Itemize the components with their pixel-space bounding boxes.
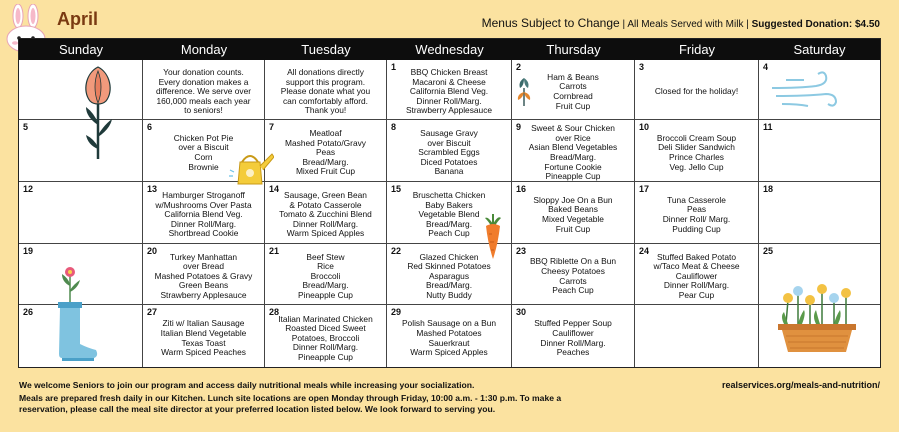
menu-item: over Bread xyxy=(183,261,224,272)
menu-list xyxy=(143,312,264,365)
menu-item: Warm Spiced Apples xyxy=(410,347,488,358)
menu-item: Sausage, Green Bean xyxy=(284,190,367,201)
menu-item: Warm Spiced Apples xyxy=(286,228,365,239)
menu-item: Pear Cup xyxy=(678,289,715,300)
menu-item: Tomato & Zucchini Blend xyxy=(279,209,372,220)
day-cell xyxy=(759,120,880,182)
menu-item: Thank you! xyxy=(304,105,347,116)
menu-item: Peas xyxy=(686,204,707,215)
menu-item: Baby Bakers xyxy=(425,199,473,210)
menu-item: Bruschetta Chicken xyxy=(412,190,486,201)
day-number: 21 xyxy=(269,246,280,256)
day-number: 8 xyxy=(391,122,397,132)
weekday-label: Monday xyxy=(180,42,228,57)
menu-item: Dinner Roll/Marg. xyxy=(416,95,482,106)
menu-item: Broccoli xyxy=(310,270,341,281)
wind-icon xyxy=(770,70,840,114)
day-cell xyxy=(265,305,387,367)
menu-item: to seniors! xyxy=(184,105,223,116)
footer-welcome: We welcome Seniors to join our program and access daily nutritional meals while increasing your socialization. xyxy=(19,380,475,390)
separator: | xyxy=(746,19,749,30)
day-cell xyxy=(265,60,387,120)
menu-item: Carrots xyxy=(559,81,587,92)
day-cell xyxy=(387,120,512,182)
menu-item: Bread/Marg. xyxy=(425,280,473,291)
menu-item: California Blend Veg. xyxy=(409,86,489,97)
menu-item: & Potato Casserole xyxy=(289,199,362,210)
menu-list xyxy=(635,67,758,117)
menu-list xyxy=(387,67,511,117)
day-number: 1 xyxy=(391,62,397,72)
day-cell xyxy=(635,305,759,367)
menu-item: Dinner Roll/Marg. xyxy=(170,218,237,229)
calendar-grid xyxy=(19,60,880,367)
menu-item: difference. We serve over xyxy=(155,86,252,97)
menu-item: Pudding Cup xyxy=(672,223,721,234)
menu-item: Strawberry Applesauce xyxy=(160,289,247,300)
menu-item: Corn xyxy=(194,152,213,162)
day-cell xyxy=(512,120,635,182)
day-cell xyxy=(143,244,265,305)
rain-boot-flowers-icon xyxy=(52,264,100,364)
menu-item: Sauerkraut xyxy=(428,337,470,348)
menu-item: w/Taco Meat & Cheese xyxy=(653,261,740,272)
day-number: 16 xyxy=(516,184,527,194)
weekday-label: Sunday xyxy=(58,42,104,57)
day-number: 27 xyxy=(147,307,158,317)
menu-item: Turkey Manhattan xyxy=(169,251,238,262)
day-cell xyxy=(143,60,265,120)
menu-item: Asian Blend Vegetables xyxy=(528,142,618,153)
menu-item: Bread/Marg. xyxy=(302,156,349,167)
menu-item: Glazed Chicken xyxy=(419,251,479,262)
day-cell xyxy=(143,305,265,367)
menu-item: Shortbread Cookie xyxy=(168,228,239,239)
menu-item: Potatoes, Broccoli xyxy=(291,332,360,343)
weekday-header xyxy=(19,39,880,60)
menu-list xyxy=(265,67,386,117)
menu-item: Carrots xyxy=(559,275,587,286)
menu-item: Cauliflower xyxy=(675,270,718,281)
menu-item: Broccoli Cream Soup xyxy=(656,132,737,143)
weekday-label: Friday xyxy=(678,42,716,57)
day-number: 25 xyxy=(763,246,774,256)
menu-item: support this program. xyxy=(285,76,366,87)
menu-item: Ham & Beans xyxy=(547,71,599,82)
menu-item: BBQ Riblette On a Bun xyxy=(529,256,617,267)
menu-list xyxy=(143,189,264,241)
menu-item: Meatloaf xyxy=(309,128,342,139)
menu-item: Mashed Potato/Gravy xyxy=(285,137,366,148)
day-cell xyxy=(512,182,635,244)
menus-note: Menus Subject to Change xyxy=(481,16,620,30)
day-number: 14 xyxy=(269,184,280,194)
carrot-icon xyxy=(482,214,504,260)
menu-item: Italian Blend Vegetable xyxy=(160,327,247,338)
day-cell xyxy=(759,182,880,244)
menu-item: Red Skinned Potatoes xyxy=(407,261,491,272)
day-number: 4 xyxy=(763,62,769,72)
menu-item: Macaroni & Cheese xyxy=(412,76,486,87)
menu-item: Peas xyxy=(315,147,336,158)
day-number: 9 xyxy=(516,122,522,132)
menu-item: Brownie xyxy=(188,161,219,172)
menu-item: Pineapple Cup xyxy=(298,351,353,362)
day-number: 11 xyxy=(763,122,773,132)
flower-pot-icon xyxy=(776,282,858,354)
milk-note: All Meals Served with Milk xyxy=(627,19,744,30)
menu-item: Italian Marinated Chicken xyxy=(278,313,373,324)
month-title: April xyxy=(57,9,99,29)
menu-item: Pineapple Cup xyxy=(545,171,601,182)
day-number: 29 xyxy=(391,307,402,317)
menu-item: over Rice xyxy=(555,132,591,143)
menu-item: Sausage Gravy xyxy=(420,128,478,139)
menu-item: Baked Beans xyxy=(548,204,598,215)
day-number: 23 xyxy=(516,246,527,256)
menu-item: Sloppy Joe On a Bun xyxy=(533,194,613,205)
menu-item: Closed for the holiday! xyxy=(654,86,739,97)
weekday-label: Tuesday xyxy=(301,42,351,57)
day-number: 6 xyxy=(147,122,153,132)
menu-item: Polish Sausage on a Bun xyxy=(401,318,497,329)
menu-item: Dinner Roll/Marg. xyxy=(292,218,359,229)
menu-item: Beef Stew xyxy=(306,251,345,262)
menu-item: Bread/Marg. xyxy=(425,218,473,229)
menu-item: Dinner Roll/Marg. xyxy=(540,337,606,348)
day-number: 5 xyxy=(23,122,29,132)
header-notes xyxy=(482,16,880,30)
day-number: 20 xyxy=(147,246,158,256)
menu-list xyxy=(265,312,386,365)
day-number: 28 xyxy=(269,307,280,317)
menu-item: BBQ Chicken Breast xyxy=(410,67,488,78)
menu-list xyxy=(265,189,386,241)
menu-item: Banana xyxy=(434,166,464,177)
menu-item: Texas Toast xyxy=(181,337,226,348)
day-cell xyxy=(635,182,759,244)
day-number: 12 xyxy=(23,184,34,194)
menu-list xyxy=(512,123,634,182)
menu-item: Bread/Marg. xyxy=(549,152,597,162)
day-cell xyxy=(512,305,635,367)
menu-item: Dinner Roll/ Marg. xyxy=(662,214,731,224)
weekday-label: Thursday xyxy=(546,42,601,57)
day-cell xyxy=(512,244,635,305)
menu-item: Stuffed Pepper Soup xyxy=(534,318,612,329)
day-cell xyxy=(19,182,143,244)
menu-item: Please donate what you xyxy=(280,86,371,97)
menu-list xyxy=(512,251,634,302)
day-cell xyxy=(265,244,387,305)
day-number: 19 xyxy=(23,246,34,256)
website-link[interactable]: realservices.org/meals-and-nutrition/ xyxy=(721,380,880,390)
day-number: 10 xyxy=(639,122,650,132)
menu-item: Vegetable Blend xyxy=(418,209,480,220)
day-number: 7 xyxy=(269,122,275,132)
weekday-label: Wednesday xyxy=(415,42,484,57)
menu-item: Mashed Potatoes xyxy=(416,327,482,338)
menu-item: w/Mushrooms Over Pasta xyxy=(155,199,252,210)
menu-item: Peach Cup xyxy=(428,228,470,239)
day-cell xyxy=(387,60,512,120)
menu-item: Warm Spiced Peaches xyxy=(161,347,246,358)
menu-item: Strawberry Applesauce xyxy=(405,105,493,116)
menu-item: All donations directly xyxy=(287,67,364,78)
watering-can-icon xyxy=(228,148,274,188)
menu-item: Fruit Cup xyxy=(555,100,591,111)
menu-list xyxy=(512,189,634,241)
menu-list xyxy=(387,312,511,365)
menu-item: Fruit Cup xyxy=(555,223,591,234)
day-cell xyxy=(387,305,512,367)
day-number: 15 xyxy=(391,184,402,194)
day-cell xyxy=(265,120,387,182)
day-cell xyxy=(635,120,759,182)
menu-item: Your donation counts. xyxy=(163,67,244,78)
menu-item: Dinner Roll/Marg. xyxy=(292,342,359,353)
donation-note: Suggested Donation: $4.50 xyxy=(751,19,880,30)
menu-list xyxy=(635,189,758,241)
menu-item: California Blend Veg. xyxy=(164,209,243,220)
menu-item: Roasted Diced Sweet xyxy=(285,323,366,334)
menu-item: Peach Cup xyxy=(552,285,594,296)
menu-item: 160,000 meals each year xyxy=(156,95,251,106)
menu-item: Pineapple Cup xyxy=(298,289,353,300)
menu-item: Chicken Pot Pie xyxy=(173,132,234,143)
menu-item: Every donation makes a xyxy=(158,76,249,87)
day-number: 18 xyxy=(763,184,774,194)
menu-item: Ziti w/ Italian Sausage xyxy=(162,318,245,329)
menu-item: Scrambled Eggs xyxy=(418,147,480,158)
menu-item: Nutty Buddy xyxy=(426,289,472,300)
day-number: 24 xyxy=(639,246,650,256)
day-cell xyxy=(143,182,265,244)
footer-info: Meals are prepared fresh daily in our Kitchen. Lunch site locations are open Monday through Friday, 10:00 a.m. - 1:30 p.m. To make a reservation, please call the meal site director at your preferred location listed below. We look forward to serving you. xyxy=(19,393,562,414)
day-cell xyxy=(635,244,759,305)
menu-item: Deli Slider Sandwich xyxy=(658,142,735,153)
day-number: 17 xyxy=(639,184,650,194)
menu-item: Green Beans xyxy=(178,280,229,291)
menu-item: Fortune Cookie xyxy=(544,161,602,172)
menu-item: Rice xyxy=(317,261,334,272)
menu-item: Mixed Fruit Cup xyxy=(295,166,356,177)
menu-item: Peaches xyxy=(556,347,590,358)
leaf-icon xyxy=(516,76,532,106)
day-number: 13 xyxy=(147,184,158,194)
day-number: 3 xyxy=(639,62,645,72)
menu-item: Tuna Casserole xyxy=(667,194,726,205)
menu-item: Diced Potatoes xyxy=(420,156,478,167)
menu-item: Dinner Roll/Marg. xyxy=(663,280,730,291)
menu-item: Cauliflower xyxy=(552,327,594,338)
menu-list xyxy=(143,251,264,302)
menu-list xyxy=(387,127,511,179)
separator: | xyxy=(622,19,626,30)
menu-item: Stuffed Baked Potato xyxy=(656,251,736,262)
day-number: 30 xyxy=(516,307,527,317)
day-number: 26 xyxy=(23,307,34,317)
menu-item: Cornbread xyxy=(553,91,593,101)
menu-item: Sweet & Sour Chicken xyxy=(531,123,615,134)
menu-item: can comfortably afford. xyxy=(282,95,369,106)
menu-item: Cheesy Potatoes xyxy=(541,265,605,276)
menu-item: Prince Charles xyxy=(669,152,724,162)
day-cell xyxy=(265,182,387,244)
menu-item: Bread/Marg. xyxy=(302,280,349,291)
menu-item: Hamburger Stroganoff xyxy=(162,190,245,201)
calendar xyxy=(18,38,881,368)
menu-list xyxy=(512,312,634,365)
menu-list xyxy=(143,67,264,117)
menu-item: over Biscuit xyxy=(427,137,471,148)
menu-item: over a Biscuit xyxy=(178,142,229,153)
menu-list xyxy=(265,251,386,302)
menu-list xyxy=(635,251,758,302)
flower-icon xyxy=(80,65,116,161)
menu-list xyxy=(635,127,758,179)
menu-item: Mashed Potatoes & Gravy xyxy=(154,270,253,281)
menu-item: Asparagus xyxy=(428,270,470,281)
menu-item: Mixed Vegetable xyxy=(542,214,604,224)
menu-list xyxy=(265,127,386,179)
day-number: 22 xyxy=(391,246,402,256)
day-number: 2 xyxy=(516,62,522,72)
weekday-label: Saturday xyxy=(793,42,846,57)
menu-item: Veg. Jello Cup xyxy=(669,161,724,172)
day-cell xyxy=(635,60,759,120)
